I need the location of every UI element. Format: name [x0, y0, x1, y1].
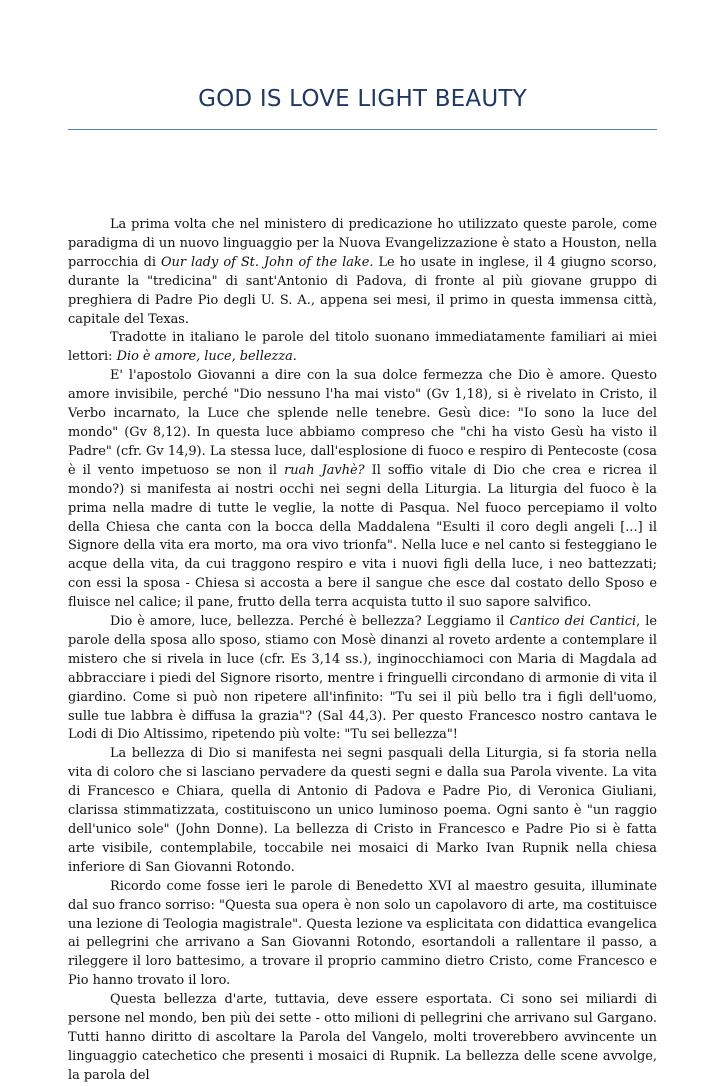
italic-text: Cantico dei Cantici [509, 614, 637, 630]
document-body [68, 216, 657, 1086]
italic-text: Our lady of St. John of the lake. [160, 254, 374, 270]
paragraph-benedetto: Ricordo come fosse ieri le parole di Benedetto XVI al maestro gesuita, illuminate dal suo franco sorriso: "Questa sua opera è non solo un capolavoro di arte, ma costituisce una lezione di Teologia magistrale". Questa lezione va esplicitata con didattica evangelica ai pellegrini che arrivano a San Giovanni Rotondo, esortandoli a rallentare il passo, a rileggere il loro battesimo, a trovare il proprio cammino dietro Cristo, come Francesco e Pio hanno trovato il loro. [68, 878, 657, 989]
italic-text: ruah Javhè? [284, 462, 365, 478]
paragraph-translation: Tradotte in italiano le parole del titolo suonano immediatamente familiari ai miei lettori: Dio è amore, luce, bellezza. [68, 330, 657, 365]
document-title: GOD IS LOVE LIGHT BEAUTY [198, 86, 527, 112]
paragraph-bellezza: Dio è amore, luce, bellezza. Perché è bellezza? Leggiamo il Cantico dei Cantici, le parole della sposa allo sposo, stiamo con Mosè dinanzi al roveto ardente a contemplare il mistero che si rivela in luce (cfr. Es 3,14 ss.), inginocchiamoci con Maria di Magdala ad abbracciare i piedi del Signore risorto, mentre i fringuelli circondano di armonie di vita il giardino. Come si può non ripetere all'infinito: "Tu sei il più bello tra i figli dell'uomo, sulle tue labbra è diffusa la grazia"? (Sal 44,3). Per questo Francesco nostro cantava le Lodi di Dio Altissimo, ripetendo più volte: "Tu sei bellezza"! [68, 614, 658, 743]
italic-text: Dio è amore, luce, bellezza. [116, 349, 297, 365]
title-underline [68, 129, 657, 130]
paragraph-houston: La prima volta che nel ministero di predicazione ho utilizzato queste parole, come paradigma di un nuovo linguaggio per la Nuova Evangelizzazione è stato a Houston, nella parrocchia di Our lady of St. John of the lake. Le ho usate in inglese, il 4 giugno scorso, durante la "tredicina" di sant'Antonio di Padova, di fronte al più giovane gruppo di preghiera di Padre Pio degli U. S. A., appena sei mesi, il primo in questa immensa città, capitale del Texas. [68, 217, 657, 327]
paragraph-giovanni: E' l'apostolo Giovanni a dire con la sua dolce fermezza che Dio è amore. Questo amore invisibile, perché "Dio nessuno l'ha mai visto" (Gv 1,18), si è rivelato in Cristo, il Verbo incarnato, la Luce che splende nelle tenebre. Gesù dice: "Io sono la luce del mondo" (Gv 8,12). In questa luce abbiamo compreso che "chi ha visto Gesù ha visto il Padre" (cfr. Gv 14,9). La stessa luce, dall'esplosione di fuoco e respiro di Pentecoste (cosa è il vento impetuoso se non il ruah Javhè? Il soffio vitale di Dio che crea e ricrea il mondo?) si manifesta ai nostri occhi nei segni della Liturgia. La liturgia del fuoco è la prima nella madre di tutte le veglie, la notte di Pasqua. Nel fuoco percepiamo il volto della Chiesa che canta con la bocca della Maddalena "Esulti il coro degli angeli [...] il Signore della vita era morto, ma ora vivo trionfa". Nella luce e nel canto si festeggiano le acque della vita, da cui traggono respiro e vita i nuovi figli della luce, i neo battezzati; con essi la sposa - Chiesa si accosta a bere il sangue che esce dal costato dello Sposo e fluisce nel calice; il pane, frutto della terra acquista tutto il suo sapore salvifico. [68, 368, 657, 611]
paragraph-liturgia: La bellezza di Dio si manifesta nei segni pasquali della Liturgia, si fa storia nella vita di coloro che si lasciano pervadere da questi segni e dalla sua Parola vivente. La vita di Francesco e Chiara, quella di Antonio di Padova e Padre Pio, di Veronica Giuliani, clarissa stimmatizzata, costituiscono un unico luminoso poema. Ogni santo è "un raggio dell'unico sole" (John Donne). La bellezza di Cristo in Francesco e Padre Pio si è fatta arte visibile, contemplabile, toccabile nei mosaici di Marko Ivan Rupnik nella chiesa inferiore di San Giovanni Rotondo. [68, 746, 657, 875]
paragraph-esportata: Questa bellezza d'arte, tuttavia, deve essere esportata. Ci sono sei miliardi di persone nel mondo, ben più dei sette - otto milioni di pellegrini che arrivano sul Gargano. Tutti hanno diritto di ascoltare la Parola del Vangelo, molti troverebbero avvincente un linguaggio catechetico che presenti i mosaici di Rupnik. La bellezza delle scene avvolge, la parola del [68, 992, 657, 1083]
